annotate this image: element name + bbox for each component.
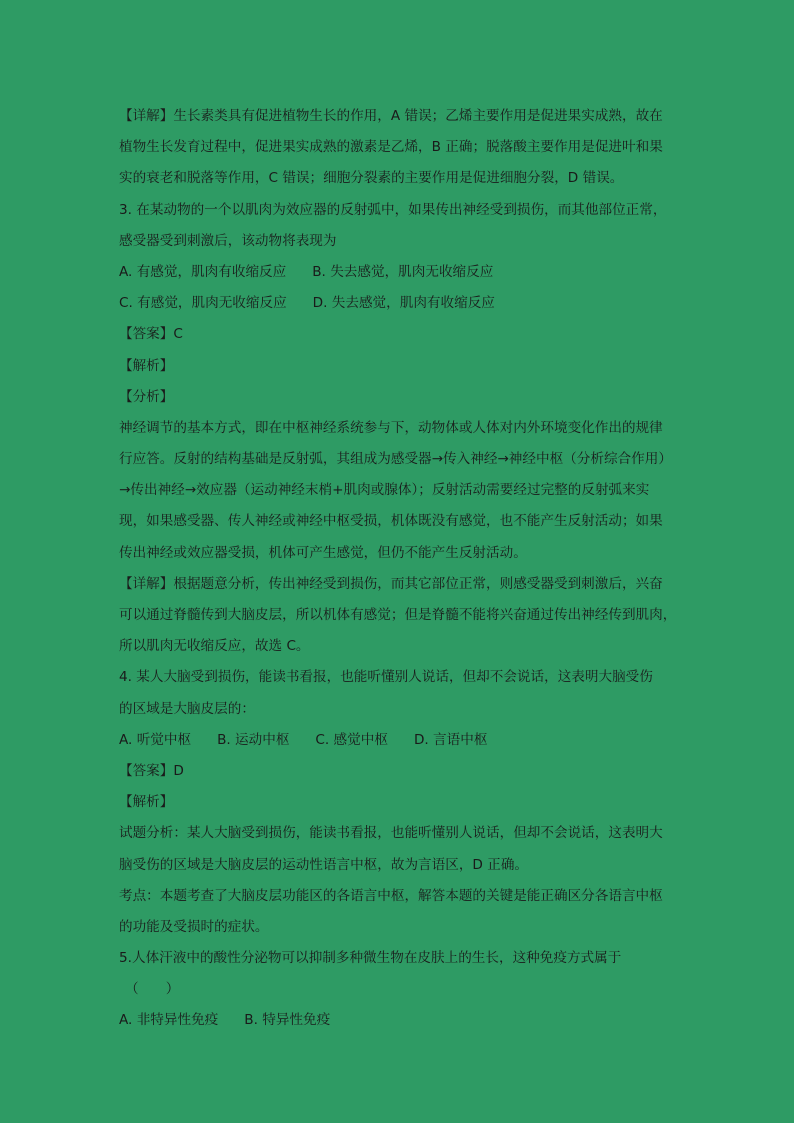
question-5-stem: 5.人体汗液中的酸性分泌物可以抑制多种微生物在皮肤上的生长，这种免疫方式属于 bbox=[119, 950, 622, 967]
text-line: 试题分析：某人大脑受到损伤，能读书看报，也能听懂别人说话，但却不会说话，这表明大 bbox=[119, 825, 663, 842]
question-5-options-row bbox=[119, 1005, 677, 1036]
text-line: 【详解】根据题意分析，传出神经受到损伤，而其它部位正常，则感受器受到刺激后，兴奋 bbox=[119, 575, 663, 592]
option-a: A. 听觉中枢 bbox=[119, 731, 192, 748]
question-4-options-row bbox=[119, 725, 677, 756]
text-line: 所以肌肉无收缩反应，故选 C。 bbox=[119, 638, 310, 655]
text-line: 脑受伤的区域是大脑皮层的运动性语言中枢，故为言语区，D 正确。 bbox=[119, 856, 529, 873]
option-b: B. 失去感觉，肌肉无收缩反应 bbox=[312, 263, 494, 280]
question-3-options-row bbox=[119, 288, 677, 319]
option-d: D. 言语中枢 bbox=[413, 731, 488, 748]
question-3-options-row bbox=[119, 257, 677, 288]
text-line: 现，如果感受器、传人神经或神经中枢受损，机体既没有感觉，也不能产生反射活动；如果 bbox=[119, 513, 663, 530]
answer-label: 【答案】D bbox=[119, 762, 184, 779]
option-a: A. 非特异性免疫 bbox=[119, 1012, 219, 1029]
question-4-stem: 的区域是大脑皮层的： bbox=[119, 700, 255, 717]
text-line: →传出神经→效应器（运动神经末梢+肌肉或腺体）；反射活动需要经过完整的反射弧来实 bbox=[119, 482, 650, 499]
option-a: A. 有感觉，肌肉有收缩反应 bbox=[119, 263, 287, 280]
option-b: B. 运动中枢 bbox=[217, 731, 290, 748]
option-c: C. 有感觉，肌肉无收缩反应 bbox=[119, 295, 287, 312]
text-line: 传出神经或效应器受损，机体可产生感觉，但仍不能产生反射活动。 bbox=[119, 544, 527, 561]
text-line: 考点：本题考查了大脑皮层功能区的各语言中枢，解答本题的关键是能正确区分各语言中枢 bbox=[119, 887, 663, 904]
question-5-blank: （ ） bbox=[125, 981, 180, 998]
text-line: 可以通过脊髓传到大脑皮层，所以机体有感觉；但是脊髓不能将兴奋通过传出神经传到肌肉， bbox=[119, 607, 677, 623]
question-3-stem: 3. 在某动物的一个以肌肉为效应器的反射弧中，如果传出神经受到损伤，而其他部位正常， bbox=[119, 201, 667, 218]
text-line: 行应答。反射的结构基础是反射弧，其组成为感受器→传入神经→神经中枢（分析综合作用） bbox=[119, 451, 672, 468]
text-line: 实的衰老和脱落等作用，C 错误；细胞分裂素的主要作用是促进细胞分裂，D 错误。 bbox=[119, 170, 624, 187]
analysis-label: 【解析】 bbox=[119, 357, 174, 374]
text-line: 的功能及受损时的症状。 bbox=[119, 918, 269, 935]
option-d: D. 失去感觉，肌肉有收缩反应 bbox=[312, 295, 495, 312]
text-line: 植物生长发育过程中，促进果实成熟的激素是乙烯，B 正确；脱落酸主要作用是促进叶和果 bbox=[119, 139, 663, 156]
document-page bbox=[119, 101, 677, 1037]
question-3-stem: 感受器受到刺激后，该动物将表现为 bbox=[119, 232, 337, 249]
answer-label: 【答案】C bbox=[119, 326, 183, 343]
text-line: 神经调节的基本方式，即在中枢神经系统参与下，动物体或人体对内外环境变化作出的规律 bbox=[119, 419, 663, 436]
question-4-stem: 4. 某人大脑受到损伤，能读书看报，也能听懂别人说话，但却不会说话，这表明大脑受伤 bbox=[119, 669, 653, 686]
analysis-sub-label: 【分析】 bbox=[119, 388, 174, 405]
analysis-label: 【解析】 bbox=[119, 794, 174, 811]
option-b: B. 特异性免疫 bbox=[244, 1012, 331, 1029]
text-line: 【详解】生长素类具有促进植物生长的作用，A 错误；乙烯主要作用是促进果实成熟，故在 bbox=[119, 108, 663, 124]
option-c: C. 感觉中枢 bbox=[315, 731, 388, 748]
